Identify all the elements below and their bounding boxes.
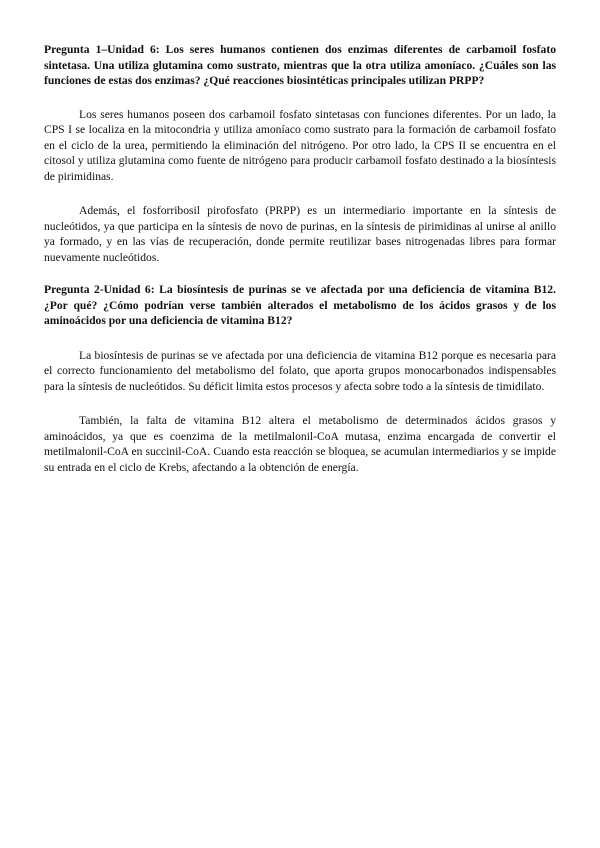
question-2-heading: Pregunta 2-Unidad 6: La biosíntesis de purinas se ve afectada por una deficiencia de vitamina B12. ¿Por qué? ¿Cómo podrían verse también alterados el metabolismo de los ácidos grasos y de los aminoácidos por una deficiencia de vitamina B12? (44, 283, 556, 327)
answer-2-paragraph-1: La biosíntesis de purinas se ve afectada por una deficiencia de vitamina B12 porque es necesaria para el correcto funcionamiento del metabolismo del folato, que aporta grupos monocarbonados indispensables para la síntesis de nucleótidos. Su déficit limita estos procesos y afecta sobre todo a la síntesis de timidilato. (44, 348, 556, 393)
document-content (44, 42, 556, 494)
answer-1-paragraph-2: Además, el fosforribosil pirofosfato (PRPP) es un intermediario importante en la síntesis de nucleótidos, ya que participa en la síntesis de novo de purinas, en la síntesis de pirimidinas al unirse al anillo ya formado, y en las vías de recuperación, donde permite reutilizar bases nitrogenadas libres para formar nuevamente nucleótidos. (44, 204, 556, 264)
answer-1-paragraph-1: Los seres humanos poseen dos carbamoil fosfato sintetasas con funciones diferentes. Por un lado, la CPS I se localiza en la mitocondria y utiliza amoníaco como sustrato para la formación de carbamoil fosfato en el ciclo de la urea, permitiendo la eliminación del nitrógeno. Por otro lado, la CPS II se encuentra en el citosol y utiliza glutamina como fuente de nitrógeno para producir carbamoil fosfato destinado a la biosíntesis de pirimidinas. (44, 107, 556, 183)
answer-2-paragraph-2: También, la falta de vitamina B12 altera el metabolismo de determinados ácidos grasos y aminoácidos, ya que es coenzima de la metilmalonil-CoA mutasa, enzima encargada de convertir el metilmalonil-CoA en succinil-CoA. Cuando esta reacción se bloquea, se acumulan intermediarios y se impide su entrada en el ciclo de Krebs, afectando a la obtención de energía. (44, 414, 556, 474)
question-1-heading: Pregunta 1–Unidad 6: Los seres humanos contienen dos enzimas diferentes de carbamoil fosfato sintetasa. Una utiliza glutamina como sustrato, mientras que la otra utiliza amoníaco. ¿Cuáles son las funciones de estas dos enzimas? ¿Qué reacciones biosintéticas principales utilizan PRPP? (44, 43, 556, 87)
